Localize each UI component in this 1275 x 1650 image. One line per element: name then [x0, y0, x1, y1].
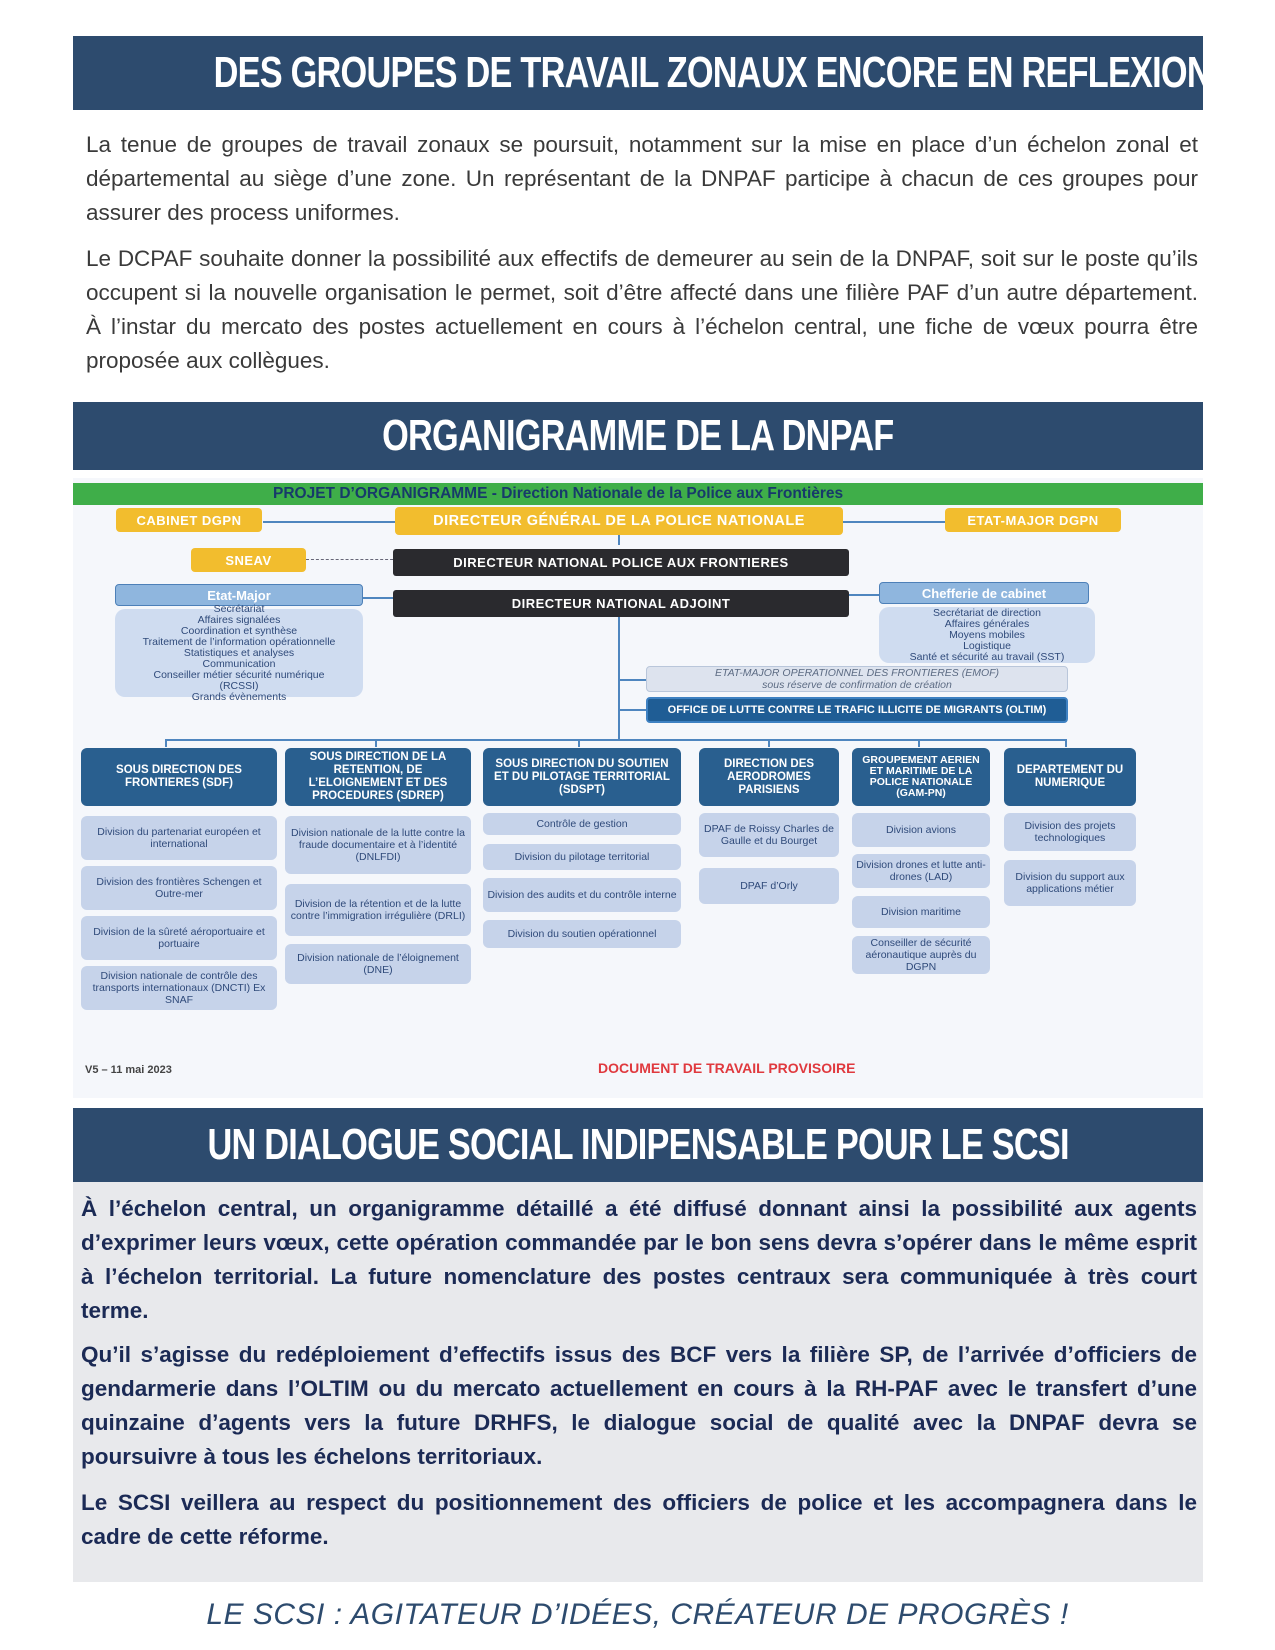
division-box: Division de la sûreté aéroportuaire et portuaire — [81, 916, 277, 960]
division-box: Division avions — [852, 813, 990, 847]
connector — [263, 521, 395, 523]
emof-box — [646, 666, 1068, 692]
list-item: Logistique — [963, 639, 1011, 652]
cabinet-dgpn-box: CABINET DGPN — [116, 508, 262, 532]
list-item: Santé et sécurité au travail (SST) — [909, 650, 1065, 663]
section-title-dialogue: UN DIALOGUE SOCIAL INDIPENSABLE POUR LE SCSI — [73, 1108, 1203, 1182]
direction-numerique: DEPARTEMENT DU NUMERIQUE — [1004, 748, 1136, 806]
list-item: Communication — [202, 657, 276, 670]
etat-major-list — [115, 602, 363, 703]
list-item: Affaires signalées — [197, 613, 281, 626]
division-box: Division maritime — [852, 896, 990, 928]
deputy-director-box: DIRECTEUR NATIONAL ADJOINT — [393, 590, 849, 617]
org-chart — [73, 478, 1203, 1098]
list-item: Grands évènements — [191, 690, 287, 703]
paragraph-groupes-1: La tenue de groupes de travail zonaux se poursuit, notamment sur la mise en place d’un échelon zonal et départemental au siège d’une zone. Un représentant de la DNPAF participe à chacun de ces groupes pour assurer des process uniformes. — [86, 132, 1198, 225]
division-box: Division du support aux applications métier — [1004, 860, 1136, 906]
division-box: Division du soutien opérationnel — [483, 920, 681, 948]
division-box: Division des audits et du contrôle interne — [483, 878, 681, 912]
division-box: DPAF de Roissy Charles de Gaulle et du Bourget — [699, 813, 839, 857]
emof-note: sous réserve de confirmation de création — [762, 679, 952, 691]
footer-motto: LE SCSI : AGITATEUR D’IDÉES, CRÉATEUR DE PROGRÈS ! — [206, 1598, 1069, 1631]
paragraph-dialogue-1: À l’échelon central, un organigramme détaillé a été diffusé donnant ainsi la possibilité aux agents d’exprimer leurs vœux, cette opération commandée par le bon sens devra s’opérer dans le même esprit à l’échelon territorial. La future nomenclature des postes centraux sera communiquée à très court terme. — [81, 1196, 1197, 1323]
etat-major-header: Etat-Major — [115, 584, 363, 606]
direction-gampn: GROUPEMENT AERIEN ET MARITIME DE LA POLICE NATIONALE (GAM-PN) — [852, 748, 990, 806]
division-box: DPAF d’Orly — [699, 868, 839, 904]
list-item: Secrétariat — [213, 602, 265, 615]
dgpn-box: DIRECTEUR GÉNÉRAL DE LA POLICE NATIONALE — [395, 507, 843, 535]
sneav-box: SNEAV — [191, 548, 306, 572]
dashed-connector — [306, 559, 398, 560]
division-box: Division du partenariat européen et international — [81, 816, 277, 860]
division-box: Division du pilotage territorial — [483, 844, 681, 870]
direction-aerodromes: DIRECTION DES AERODROMES PARISIENS — [699, 748, 839, 806]
paragraph-dialogue-3: Le SCSI veillera au respect du positionnement des officiers de police et les accompagnera dans le cadre de cette réforme. — [81, 1490, 1197, 1549]
chefferie-list — [879, 607, 1095, 663]
division-box: Division des projets technologiques — [1004, 813, 1136, 851]
connector — [843, 521, 945, 523]
draft-label: DOCUMENT DE TRAVAIL PROVISOIRE — [598, 1060, 856, 1076]
division-box: Division drones et lutte anti-drones (LAD) — [852, 854, 990, 888]
paragraph-groupes-2: Le DCPAF souhaite donner la possibilité aux effectifs de demeurer au sein de la DNPAF, soit sur le poste qu’ils occupent si la nouvelle organisation le permet, soit d’être affecté dans une filière PAF d’un autre département. À l’instar du mercato des postes actuellement en cours à l’échelon central, une fiche de vœux pourra être proposée aux collègues. — [86, 246, 1198, 373]
division-box: Division nationale de la lutte contre la fraude documentaire et à l’identité (DNLFDI) — [285, 816, 471, 874]
list-item: Conseiller métier sécurité numérique — [153, 668, 325, 681]
division-box: Division nationale de l’éloignement (DNE) — [285, 944, 471, 984]
connector — [618, 597, 620, 739]
connector — [618, 535, 620, 545]
list-item: Traitement de l’information opérationnelle — [142, 635, 336, 648]
direction-sdrep: SOUS DIRECTION DE LA RETENTION, DE L’ELOIGNEMENT ET DES PROCEDURES (SDREP) — [285, 748, 471, 806]
chefferie-header: Chefferie de cabinet — [879, 582, 1089, 604]
org-chart-header: PROJET D’ORGANIGRAMME - Direction Nationale de la Police aux Frontières — [73, 483, 1203, 505]
section-title-groupes: DES GROUPES DE TRAVAIL ZONAUX ENCORE EN REFLEXION — [73, 36, 1203, 110]
direction-sdspt: SOUS DIRECTION DU SOUTIEN ET DU PILOTAGE TERRITORIAL (SDSPT) — [483, 748, 681, 806]
list-item: (RCSSI) — [219, 679, 259, 692]
division-box: Division de la rétention et de la lutte contre l’immigration irrégulière (DRLI) — [285, 884, 471, 936]
connector — [618, 679, 646, 681]
etat-major-dgpn-box: ETAT-MAJOR DGPN — [945, 508, 1121, 532]
version-label: V5 – 11 mai 2023 — [85, 1064, 172, 1076]
division-box: Division nationale de contrôle des transports internationaux (DNCTI) Ex SNAF — [81, 966, 277, 1010]
list-item: Moyens mobiles — [949, 628, 1025, 641]
emof-title: ETAT-MAJOR OPERATIONNEL DES FRONTIERES (EMOF) — [714, 667, 1000, 679]
dnpaf-director-box: DIRECTEUR NATIONAL POLICE AUX FRONTIERES — [393, 549, 849, 576]
connector — [618, 709, 646, 711]
division-box: Contrôle de gestion — [483, 813, 681, 835]
oltim-box: OFFICE DE LUTTE CONTRE LE TRAFIC ILLICITE DE MIGRANTS (OLTIM) — [646, 697, 1068, 723]
direction-sdf: SOUS DIRECTION DES FRONTIERES (SDF) — [81, 748, 277, 806]
division-box: Division des frontières Schengen et Outre-mer — [81, 866, 277, 910]
connector — [165, 739, 1065, 741]
list-item: Statistiques et analyses — [183, 646, 295, 659]
list-item: Coordination et synthèse — [180, 624, 298, 637]
division-box: Conseiller de sécurité aéronautique auprès du DGPN — [852, 936, 990, 974]
list-item: Affaires générales — [944, 617, 1030, 630]
section-title-organigramme: ORGANIGRAMME DE LA DNPAF — [73, 402, 1203, 470]
paragraph-dialogue-2: Qu’il s’agisse du redéploiement d’effectifs issus des BCF vers la filière SP, de l’arrivée d’officiers de gendarmerie dans l’OLTIM ou du mercato actuellement en cours à la RH-PAF avec le transfert d’une quinzaine d’agents vers la future DRHFS, le dialogue social de qualité avec la DNPAF devra se poursuivre à tous les échelons territoriaux. — [81, 1342, 1197, 1469]
list-item: Secrétariat de direction — [933, 606, 1041, 619]
